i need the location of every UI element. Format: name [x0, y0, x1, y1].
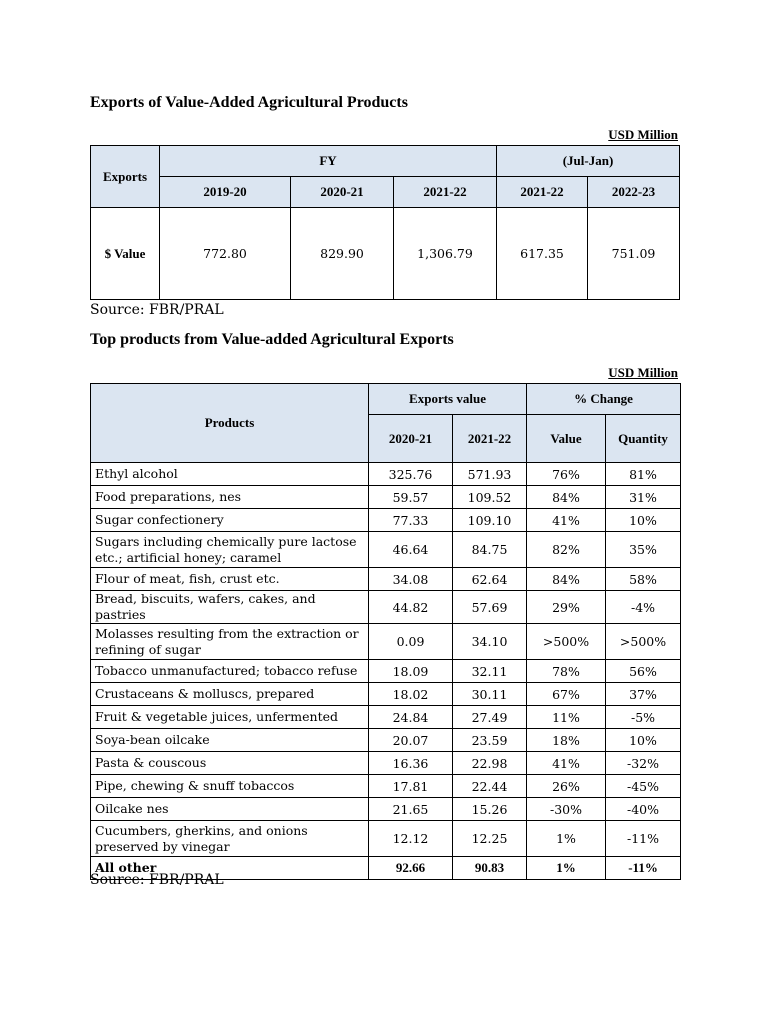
total-change-quantity: -11% [606, 857, 681, 880]
change-quantity: 10% [606, 509, 681, 532]
section1-title: Exports of Value-Added Agricultural Products [90, 94, 408, 111]
value-2021-22: 34.10 [453, 624, 527, 660]
change-quantity: -11% [606, 821, 681, 857]
change-quantity: -40% [606, 798, 681, 821]
change-value: 41% [527, 509, 606, 532]
change-value: 26% [527, 775, 606, 798]
product-name: Crustaceans & molluscs, prepared [91, 683, 369, 706]
value-2021-22: 32.11 [453, 660, 527, 683]
value-2020-21: 46.64 [369, 532, 453, 568]
exports-row-header: Exports [91, 146, 160, 208]
product-name: Bread, biscuits, wafers, cakes, and pastries [91, 591, 369, 624]
total-label: All other [91, 857, 369, 880]
exports-value-group-header: Exports value [369, 384, 527, 415]
value-2020-21: 59.57 [369, 486, 453, 509]
table-row [91, 775, 681, 798]
change-quantity: -5% [606, 706, 681, 729]
subheader-quantity: Quantity [606, 415, 681, 463]
value-2021-22: 30.11 [453, 683, 527, 706]
table-row [91, 706, 681, 729]
subheader-2021-22: 2021-22 [453, 415, 527, 463]
change-quantity: 56% [606, 660, 681, 683]
value-2020-21: 44.82 [369, 591, 453, 624]
change-value: 67% [527, 683, 606, 706]
section1-unit: USD Million [608, 127, 678, 142]
value-2020-21: 24.84 [369, 706, 453, 729]
value-cell: 772.80 [160, 208, 291, 300]
section1-source: Source: FBR/PRAL [90, 302, 224, 318]
table-row [91, 463, 681, 486]
change-value: 82% [527, 532, 606, 568]
products-column-header: Products [91, 384, 369, 463]
product-name: Cucumbers, gherkins, and onions preserved by vinegar [91, 821, 369, 857]
value-2021-22: 571.93 [453, 463, 527, 486]
product-name: Tobacco unmanufactured; tobacco refuse [91, 660, 369, 683]
section2-unit: USD Million [608, 365, 678, 380]
table-row [91, 683, 681, 706]
value-2021-22: 12.25 [453, 821, 527, 857]
change-quantity: 58% [606, 568, 681, 591]
change-quantity: 35% [606, 532, 681, 568]
value-2020-21: 12.12 [369, 821, 453, 857]
change-value: 18% [527, 729, 606, 752]
value-2021-22: 109.10 [453, 509, 527, 532]
change-quantity: -45% [606, 775, 681, 798]
change-value: -30% [527, 798, 606, 821]
table-row [91, 660, 681, 683]
product-name: Soya-bean oilcake [91, 729, 369, 752]
table-row [91, 532, 681, 568]
product-name: Molasses resulting from the extraction or refining of sugar [91, 624, 369, 660]
top-products-table [90, 383, 681, 880]
value-2021-22: 22.44 [453, 775, 527, 798]
product-name: Fruit & vegetable juices, unfermented [91, 706, 369, 729]
value-cell: 751.09 [588, 208, 680, 300]
subheader-2020-21: 2020-21 [369, 415, 453, 463]
value-row-label: $ Value [91, 208, 160, 300]
product-name: Oilcake nes [91, 798, 369, 821]
change-value: 11% [527, 706, 606, 729]
change-quantity: -4% [606, 591, 681, 624]
change-value: 76% [527, 463, 606, 486]
change-quantity: >500% [606, 624, 681, 660]
change-value: 41% [527, 752, 606, 775]
jul-jan-group-header: (Jul-Jan) [497, 146, 680, 177]
value-2021-22: 15.26 [453, 798, 527, 821]
change-value: >500% [527, 624, 606, 660]
value-2020-21: 77.33 [369, 509, 453, 532]
value-2020-21: 20.07 [369, 729, 453, 752]
value-2021-22: 22.98 [453, 752, 527, 775]
value-2020-21: 34.08 [369, 568, 453, 591]
change-quantity: 81% [606, 463, 681, 486]
total-change-value: 1% [527, 857, 606, 880]
product-name: Pasta & couscous [91, 752, 369, 775]
subheader-value: Value [527, 415, 606, 463]
change-quantity: 31% [606, 486, 681, 509]
change-value: 84% [527, 568, 606, 591]
value-2021-22: 23.59 [453, 729, 527, 752]
year-header: 2020-21 [291, 177, 394, 208]
value-2021-22: 62.64 [453, 568, 527, 591]
value-2020-21: 18.02 [369, 683, 453, 706]
table-row [91, 798, 681, 821]
value-2021-22: 84.75 [453, 532, 527, 568]
table-row [91, 486, 681, 509]
year-header: 2021-22 [394, 177, 497, 208]
product-name: Pipe, chewing & snuff tobaccos [91, 775, 369, 798]
change-quantity: 10% [606, 729, 681, 752]
value-2020-21: 18.09 [369, 660, 453, 683]
value-2020-21: 325.76 [369, 463, 453, 486]
change-quantity: -32% [606, 752, 681, 775]
fy-group-header: FY [160, 146, 497, 177]
product-name: Food preparations, nes [91, 486, 369, 509]
value-cell: 1,306.79 [394, 208, 497, 300]
year-header: 2022-23 [588, 177, 680, 208]
value-2021-22: 27.49 [453, 706, 527, 729]
value-2020-21: 16.36 [369, 752, 453, 775]
product-name: Sugars including chemically pure lactose etc.; artificial honey; caramel [91, 532, 369, 568]
value-2021-22: 109.52 [453, 486, 527, 509]
product-name: Sugar confectionery [91, 509, 369, 532]
year-header: 2019-20 [160, 177, 291, 208]
value-2020-21: 0.09 [369, 624, 453, 660]
value-2020-21: 17.81 [369, 775, 453, 798]
section2-source: Source: FBR/PRAL [90, 872, 224, 888]
total-2020-21: 92.66 [369, 857, 453, 880]
change-value: 84% [527, 486, 606, 509]
change-value: 29% [527, 591, 606, 624]
value-cell: 617.35 [497, 208, 588, 300]
table-row [91, 568, 681, 591]
change-value: 78% [527, 660, 606, 683]
table-row [91, 624, 681, 660]
value-2020-21: 21.65 [369, 798, 453, 821]
table-row [91, 729, 681, 752]
value-cell: 829.90 [291, 208, 394, 300]
table-row [91, 752, 681, 775]
table-row [91, 591, 681, 624]
percent-change-group-header: % Change [527, 384, 681, 415]
product-name: Ethyl alcohol [91, 463, 369, 486]
change-quantity: 37% [606, 683, 681, 706]
total-2021-22: 90.83 [453, 857, 527, 880]
product-name: Flour of meat, fish, crust etc. [91, 568, 369, 591]
change-value: 1% [527, 821, 606, 857]
value-2021-22: 57.69 [453, 591, 527, 624]
table-row [91, 821, 681, 857]
table-row [91, 509, 681, 532]
exports-summary-table [90, 145, 680, 300]
year-header: 2021-22 [497, 177, 588, 208]
section2-title: Top products from Value-added Agricultural Exports [90, 331, 454, 348]
